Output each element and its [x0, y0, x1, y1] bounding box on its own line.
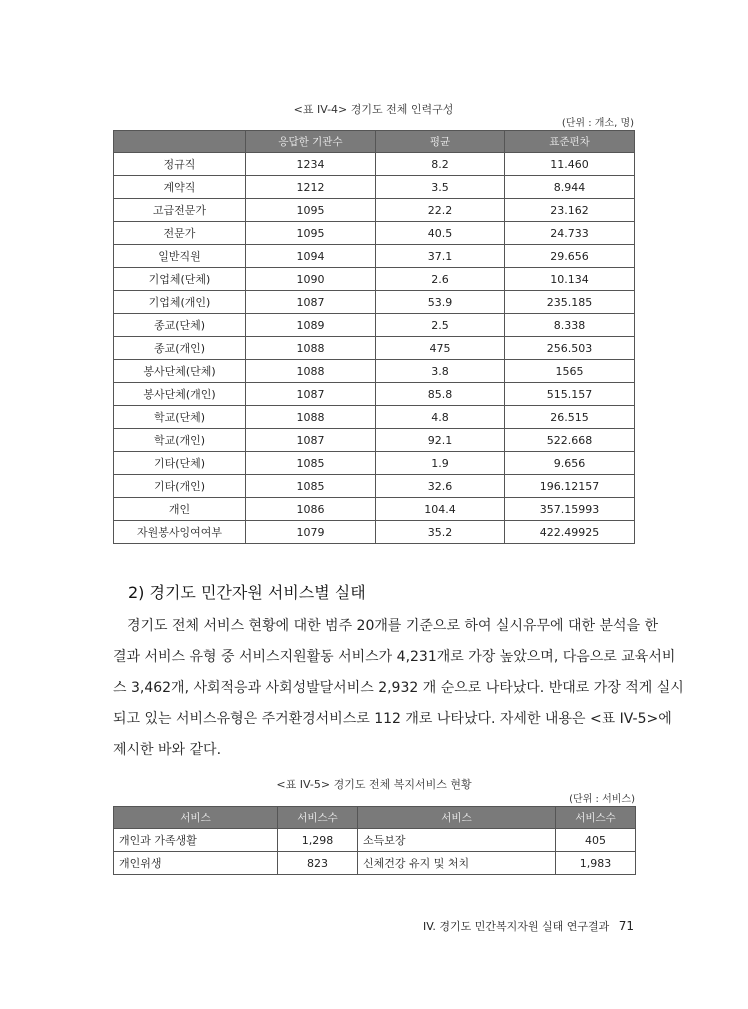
table1-row: [114, 521, 635, 544]
table1-header-cell: 평균: [376, 131, 505, 153]
paragraph-line: 되고 있는 서비스유형은 주거환경서비스로 112 개로 나타났다. 자세한 내용은 <표 IV-5>에: [113, 711, 672, 727]
table1-row: [114, 176, 635, 199]
table1-row: [114, 475, 635, 498]
section-paragraph: [113, 611, 684, 766]
table1-cell: 256.503: [505, 337, 635, 360]
table1-cell: 85.8: [376, 383, 505, 406]
table1-cell: 357.15993: [505, 498, 635, 521]
table1-row-label: 종교(단체): [114, 314, 246, 337]
table1-row: [114, 498, 635, 521]
table1-row-label: 자원봉사잉여여부: [114, 521, 246, 544]
table1-cell: 37.1: [376, 245, 505, 268]
table1-header-cell: [114, 131, 246, 153]
table1-row: [114, 314, 635, 337]
table2-header-cell: 서비스: [114, 807, 278, 829]
table1-cell: 8.338: [505, 314, 635, 337]
table1-row: [114, 291, 635, 314]
table1-cell: 1088: [246, 406, 376, 429]
table1-header-cell: 표준편차: [505, 131, 635, 153]
table1-cell: 23.162: [505, 199, 635, 222]
table1-row: [114, 429, 635, 452]
table1-cell: 1087: [246, 291, 376, 314]
table1-row: [114, 153, 635, 176]
table2-service-count: 1,983: [556, 852, 636, 875]
table1-cell: 235.185: [505, 291, 635, 314]
table1-cell: 26.515: [505, 406, 635, 429]
table1-cell: 1.9: [376, 452, 505, 475]
table1-row-label: 기타(단체): [114, 452, 246, 475]
table1-row-label: 기업체(단체): [114, 268, 246, 291]
table1-cell: 1088: [246, 360, 376, 383]
table1-staff-composition: [113, 130, 635, 544]
table1-row-label: 계약직: [114, 176, 246, 199]
paragraph-line: 스 3,462개, 사회적응과 사회성발달서비스 2,932 개 순으로 나타났다. 반대로 가장 적게 실시: [113, 680, 684, 696]
table1-row-label: 기업체(개인): [114, 291, 246, 314]
table1-cell: 2.5: [376, 314, 505, 337]
table1-cell: 1079: [246, 521, 376, 544]
table1-row-label: 학교(단체): [114, 406, 246, 429]
table1-cell: 4.8: [376, 406, 505, 429]
table2-unit: (단위 : 서비스): [569, 794, 635, 805]
table1-cell: 32.6: [376, 475, 505, 498]
table1-caption: <표 IV-4> 경기도 전체 인력구성: [293, 103, 454, 116]
table1-row: [114, 406, 635, 429]
table1-row-label: 정규직: [114, 153, 246, 176]
table1-cell: 53.9: [376, 291, 505, 314]
table1-row: [114, 337, 635, 360]
table1-row-label: 기타(개인): [114, 475, 246, 498]
table1-cell: 29.656: [505, 245, 635, 268]
table1-cell: 1095: [246, 199, 376, 222]
table1-cell: 22.2: [376, 199, 505, 222]
table1-cell: 9.656: [505, 452, 635, 475]
table1-cell: 2.6: [376, 268, 505, 291]
table1-row: [114, 245, 635, 268]
table1-cell: 422.49925: [505, 521, 635, 544]
table1-header-row: [114, 131, 635, 153]
table1-cell: 1094: [246, 245, 376, 268]
table1-row-label: 전문가: [114, 222, 246, 245]
table1-cell: 3.8: [376, 360, 505, 383]
paragraph-line: 경기도 전체 서비스 현황에 대한 범주 20개를 기준으로 하여 실시유무에 대한 분석을 한: [127, 618, 659, 634]
paragraph-line: 제시한 바와 같다.: [113, 742, 222, 758]
table1-cell: 1086: [246, 498, 376, 521]
table2-service-name: 신체건강 유지 및 처치: [358, 852, 556, 875]
table1-row: [114, 452, 635, 475]
table1-row: [114, 268, 635, 291]
table1-header-cell: 응답한 기관수: [246, 131, 376, 153]
table1-cell: 8.2: [376, 153, 505, 176]
table1-row-label: 봉사단체(개인): [114, 383, 246, 406]
table1-row-label: 학교(개인): [114, 429, 246, 452]
table1-cell: 40.5: [376, 222, 505, 245]
page-number: 71: [618, 919, 634, 933]
table2-service-count: 405: [556, 829, 636, 852]
table1-cell: 1090: [246, 268, 376, 291]
table1-row-label: 종교(개인): [114, 337, 246, 360]
table1-row-label: 일반직원: [114, 245, 246, 268]
table1-cell: 196.12157: [505, 475, 635, 498]
table1-cell: 1087: [246, 383, 376, 406]
table1-row-label: 개인: [114, 498, 246, 521]
table1-row-label: 봉사단체(단체): [114, 360, 246, 383]
table1-row-label: 고급전문가: [114, 199, 246, 222]
table1-cell: 3.5: [376, 176, 505, 199]
table1-cell: 475: [376, 337, 505, 360]
table1-cell: 8.944: [505, 176, 635, 199]
table2-service-name: 개인과 가족생활: [114, 829, 278, 852]
table1-cell: 24.733: [505, 222, 635, 245]
table2-service-count: 1,298: [278, 829, 358, 852]
table1-cell: 1085: [246, 475, 376, 498]
paragraph-line: 결과 서비스 유형 중 서비스지원활동 서비스가 4,231개로 가장 높았으며, 다음으로 교육서비: [113, 649, 676, 665]
table1-cell: 1088: [246, 337, 376, 360]
table2-service-count: 823: [278, 852, 358, 875]
table1-cell: 1095: [246, 222, 376, 245]
table1-cell: 92.1: [376, 429, 505, 452]
table1-cell: 104.4: [376, 498, 505, 521]
table1-cell: 515.157: [505, 383, 635, 406]
table2-header-cell: 서비스: [358, 807, 556, 829]
table1-row: [114, 199, 635, 222]
table1-cell: 1565: [505, 360, 635, 383]
table1-cell: 35.2: [376, 521, 505, 544]
footer-text: IV. 경기도 민간복지자원 실태 연구결과: [422, 920, 610, 933]
table2-row: [114, 829, 636, 852]
table2-welfare-services: [113, 806, 636, 875]
table2-service-name: 소득보장: [358, 829, 556, 852]
table1-cell: 11.460: [505, 153, 635, 176]
table2-caption: <표 IV-5> 경기도 전체 복지서비스 현황: [276, 778, 472, 791]
table1-cell: 1085: [246, 452, 376, 475]
table2-row: [114, 852, 636, 875]
section-heading: 2) 경기도 민간자원 서비스별 실태: [128, 583, 366, 602]
table2-header-cell: 서비스수: [556, 807, 636, 829]
table1-row: [114, 222, 635, 245]
table1-cell: 1234: [246, 153, 376, 176]
table1-row: [114, 383, 635, 406]
table1-cell: 522.668: [505, 429, 635, 452]
table1-unit: (단위 : 개소, 명): [561, 118, 634, 129]
table1-cell: 1089: [246, 314, 376, 337]
table1-row: [114, 360, 635, 383]
table2-header-cell: 서비스수: [278, 807, 358, 829]
table1-cell: 1087: [246, 429, 376, 452]
table2-service-name: 개인위생: [114, 852, 278, 875]
table1-cell: 10.134: [505, 268, 635, 291]
table2-header-row: [114, 807, 636, 829]
table1-cell: 1212: [246, 176, 376, 199]
page-footer: [423, 918, 634, 934]
